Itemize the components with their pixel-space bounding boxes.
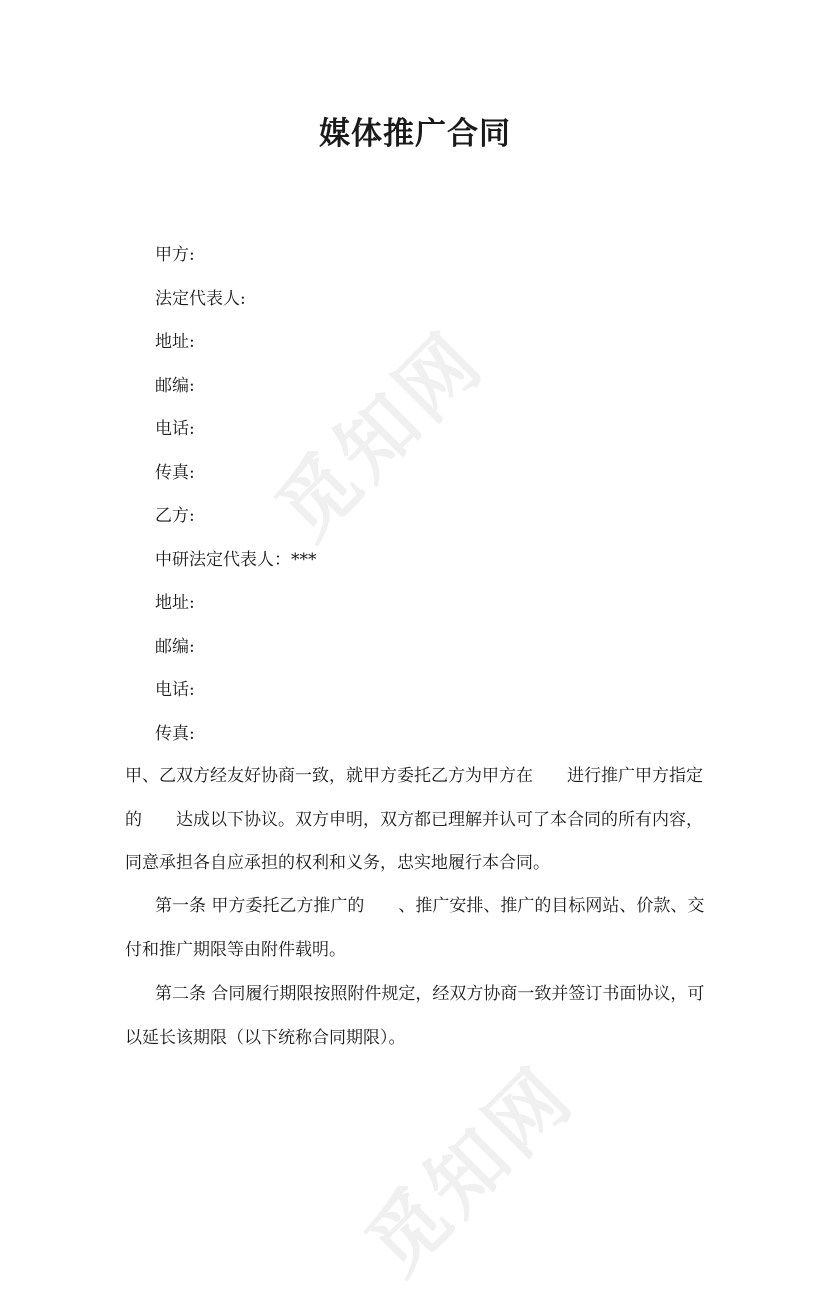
party-a-fax: 传真: <box>155 463 195 483</box>
party-a-label: 甲方: <box>155 245 195 265</box>
article-1-line2: 付和推广期限等由附件载明。 <box>125 939 346 960</box>
party-a-legal-rep: 法定代表人: <box>155 289 246 309</box>
party-a-address: 地址: <box>155 332 195 352</box>
intro-line2-a: 的 <box>125 809 142 830</box>
party-b-phone: 电话: <box>155 680 195 700</box>
article-1-line <box>125 885 715 929</box>
article-1-line1-b: 、推广安排、推广的目标网站、价款、交 <box>398 896 705 916</box>
article-2 <box>125 973 715 1060</box>
document-title: 媒体推广合同 <box>319 116 511 152</box>
watermark: 觅知网 <box>260 315 502 557</box>
intro-line2-b: 达成以下协议。双方申明，双方都已理解并认可了本合同的所有内容， <box>176 809 703 830</box>
intro-line3: 同意承担各自应承担的权利和义务，忠实地履行本合同。 <box>125 853 550 873</box>
party-a-postcode: 邮编: <box>155 376 195 396</box>
watermark: 觅知网 <box>350 1050 592 1292</box>
party-b-fax: 传真: <box>155 724 195 744</box>
article-1 <box>125 885 715 972</box>
article-1-line1-a: 第一条 甲方委托乙方推广的 <box>155 896 365 916</box>
intro-line1-b: 进行推广甲方指定 <box>567 766 703 786</box>
intro-line <box>125 799 715 843</box>
article-2-line1: 第二条 合同履行期限按照附件规定，经双方协商一致并签订书面协议，可 <box>155 984 705 1004</box>
party-b-legal-rep: 中研法定代表人：*** <box>155 550 317 570</box>
article-2-line2: 以延长该期限（以下统称合同期限）。 <box>125 1027 406 1048</box>
party-b-label: 乙方: <box>155 506 195 526</box>
intro-line1-a: 甲、乙双方经友好协商一致，就甲方委托乙方为甲方在 <box>125 766 533 786</box>
party-b-postcode: 邮编: <box>155 637 195 657</box>
intro-paragraph <box>125 755 715 886</box>
intro-line <box>125 755 715 799</box>
party-a-phone: 电话: <box>155 419 195 439</box>
party-b-address: 地址: <box>155 593 195 613</box>
